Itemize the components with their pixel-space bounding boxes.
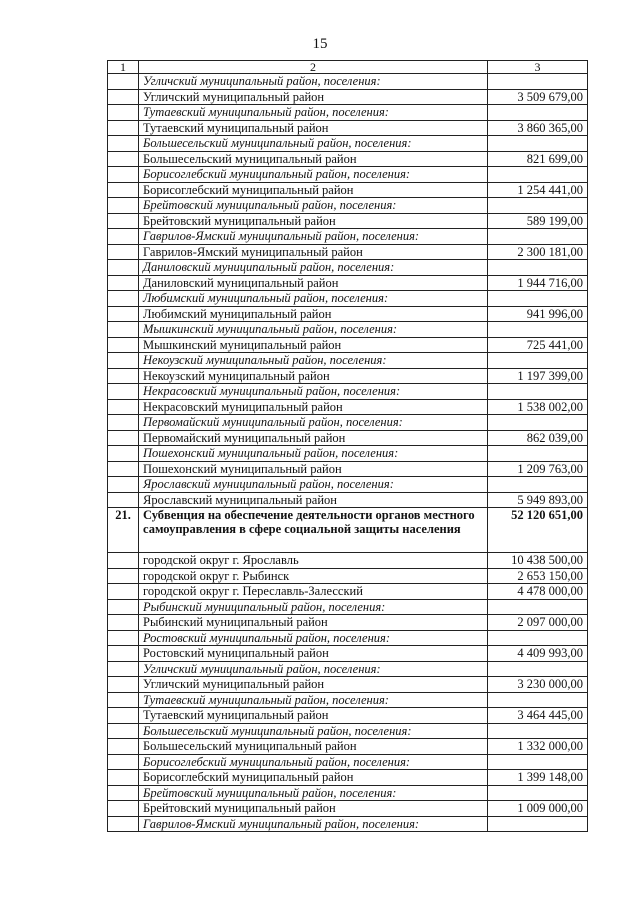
column-header-3: 3 bbox=[488, 61, 588, 74]
row-amount-cell: 52 120 651,00 bbox=[488, 508, 588, 553]
row-amount-cell: 941 996,00 bbox=[488, 306, 588, 322]
row-number-cell bbox=[108, 151, 139, 167]
row-name-cell: Угличский муниципальный район bbox=[139, 89, 488, 105]
column-header-1: 1 bbox=[108, 61, 139, 74]
row-name-cell: Борисоглебский муниципальный район bbox=[139, 770, 488, 786]
row-name-cell: Ростовский муниципальный район, поселения: bbox=[139, 630, 488, 646]
row-number-cell bbox=[108, 477, 139, 493]
group-heading-row bbox=[108, 723, 588, 739]
row-name-cell: Пошехонский муниципальный район, поселения: bbox=[139, 446, 488, 462]
row-number-cell bbox=[108, 368, 139, 384]
row-amount-cell: 1 332 000,00 bbox=[488, 739, 588, 755]
row-name-cell: Рыбинский муниципальный район bbox=[139, 615, 488, 631]
table-row bbox=[108, 461, 588, 477]
row-name-cell: Первомайский муниципальный район, поселения: bbox=[139, 415, 488, 431]
row-amount-cell bbox=[488, 198, 588, 214]
row-number-cell bbox=[108, 770, 139, 786]
row-amount-cell: 3 230 000,00 bbox=[488, 677, 588, 693]
row-number-cell bbox=[108, 430, 139, 446]
row-amount-cell: 1 254 441,00 bbox=[488, 182, 588, 198]
table-row bbox=[108, 337, 588, 353]
row-amount-cell bbox=[488, 384, 588, 400]
row-amount-cell: 2 097 000,00 bbox=[488, 615, 588, 631]
row-amount-cell bbox=[488, 816, 588, 832]
table-row bbox=[108, 213, 588, 229]
row-number-cell bbox=[108, 384, 139, 400]
row-amount-cell bbox=[488, 692, 588, 708]
group-heading-row bbox=[108, 446, 588, 462]
row-amount-cell bbox=[488, 599, 588, 615]
table-row bbox=[108, 182, 588, 198]
row-name-cell: Ярославский муниципальный район, поселения: bbox=[139, 477, 488, 493]
row-amount-cell bbox=[488, 291, 588, 307]
row-amount-cell bbox=[488, 785, 588, 801]
group-heading-row bbox=[108, 692, 588, 708]
row-name-cell: Угличский муниципальный район, поселения: bbox=[139, 661, 488, 677]
section-row bbox=[108, 508, 588, 553]
group-heading-row bbox=[108, 322, 588, 338]
row-name-cell: Рыбинский муниципальный район, поселения: bbox=[139, 599, 488, 615]
row-name-cell: Большесельский муниципальный район bbox=[139, 151, 488, 167]
row-number-cell bbox=[108, 198, 139, 214]
row-number-cell bbox=[108, 816, 139, 832]
row-number-cell bbox=[108, 708, 139, 724]
row-amount-cell: 862 039,00 bbox=[488, 430, 588, 446]
row-amount-cell bbox=[488, 105, 588, 121]
row-name-cell: Некоузский муниципальный район, поселения: bbox=[139, 353, 488, 369]
row-name-cell: Тутаевский муниципальный район, поселения: bbox=[139, 692, 488, 708]
row-amount-cell: 3 509 679,00 bbox=[488, 89, 588, 105]
row-amount-cell bbox=[488, 167, 588, 183]
row-name-cell: Ярославский муниципальный район bbox=[139, 492, 488, 508]
row-amount-cell: 10 438 500,00 bbox=[488, 553, 588, 569]
row-number-cell bbox=[108, 291, 139, 307]
row-number-cell bbox=[108, 399, 139, 415]
row-name-cell: Гаврилов-Ямский муниципальный район, поселения: bbox=[139, 816, 488, 832]
row-number-cell bbox=[108, 630, 139, 646]
group-heading-row bbox=[108, 754, 588, 770]
row-amount-cell bbox=[488, 74, 588, 90]
row-number-cell bbox=[108, 213, 139, 229]
group-heading-row bbox=[108, 229, 588, 245]
row-number-cell bbox=[108, 584, 139, 600]
row-name-cell: Большесельский муниципальный район bbox=[139, 739, 488, 755]
group-heading-row bbox=[108, 353, 588, 369]
row-number-cell bbox=[108, 244, 139, 260]
table-row bbox=[108, 615, 588, 631]
row-name-cell: Борисоглебский муниципальный район, поселения: bbox=[139, 167, 488, 183]
row-amount-cell: 589 199,00 bbox=[488, 213, 588, 229]
row-number-cell bbox=[108, 461, 139, 477]
table-row bbox=[108, 677, 588, 693]
row-number-cell bbox=[108, 553, 139, 569]
group-heading-row bbox=[108, 74, 588, 90]
row-number-cell bbox=[108, 89, 139, 105]
row-amount-cell: 4 409 993,00 bbox=[488, 646, 588, 662]
row-number-cell bbox=[108, 492, 139, 508]
table-row bbox=[108, 151, 588, 167]
row-number-cell bbox=[108, 353, 139, 369]
table-row bbox=[108, 770, 588, 786]
row-amount-cell bbox=[488, 322, 588, 338]
row-name-cell: Любимский муниципальный район bbox=[139, 306, 488, 322]
row-amount-cell bbox=[488, 661, 588, 677]
row-amount-cell bbox=[488, 630, 588, 646]
table-row bbox=[108, 368, 588, 384]
group-heading-row bbox=[108, 630, 588, 646]
row-number-cell bbox=[108, 322, 139, 338]
row-amount-cell bbox=[488, 260, 588, 276]
table-row bbox=[108, 568, 588, 584]
row-number-cell bbox=[108, 136, 139, 152]
row-number-cell bbox=[108, 568, 139, 584]
table-row bbox=[108, 553, 588, 569]
row-number-cell bbox=[108, 801, 139, 817]
row-name-cell: Тутаевский муниципальный район, поселения: bbox=[139, 105, 488, 121]
row-amount-cell: 1 009 000,00 bbox=[488, 801, 588, 817]
row-name-cell: Любимский муниципальный район, поселения: bbox=[139, 291, 488, 307]
row-number-cell bbox=[108, 646, 139, 662]
table-row bbox=[108, 120, 588, 136]
row-number-cell bbox=[108, 661, 139, 677]
row-number-cell bbox=[108, 182, 139, 198]
row-amount-cell: 3 860 365,00 bbox=[488, 120, 588, 136]
row-name-cell: городской округ г. Рыбинск bbox=[139, 568, 488, 584]
group-heading-row bbox=[108, 260, 588, 276]
group-heading-row bbox=[108, 415, 588, 431]
row-amount-cell bbox=[488, 415, 588, 431]
row-name-cell: Брейтовский муниципальный район, поселения: bbox=[139, 785, 488, 801]
row-amount-cell: 725 441,00 bbox=[488, 337, 588, 353]
row-name-cell: Тутаевский муниципальный район bbox=[139, 120, 488, 136]
group-heading-row bbox=[108, 816, 588, 832]
row-number-cell bbox=[108, 599, 139, 615]
row-number-cell bbox=[108, 739, 139, 755]
row-name-cell: Угличский муниципальный район bbox=[139, 677, 488, 693]
row-number-cell: 21. bbox=[108, 508, 139, 553]
table-row bbox=[108, 646, 588, 662]
row-number-cell bbox=[108, 337, 139, 353]
row-amount-cell bbox=[488, 477, 588, 493]
row-name-cell: Некрасовский муниципальный район, поселения: bbox=[139, 384, 488, 400]
group-heading-row bbox=[108, 136, 588, 152]
group-heading-row bbox=[108, 599, 588, 615]
row-number-cell bbox=[108, 692, 139, 708]
table-row bbox=[108, 430, 588, 446]
table-row bbox=[108, 739, 588, 755]
row-amount-cell bbox=[488, 229, 588, 245]
row-amount-cell bbox=[488, 353, 588, 369]
row-name-cell: Ростовский муниципальный район bbox=[139, 646, 488, 662]
row-amount-cell bbox=[488, 136, 588, 152]
row-name-cell: Первомайский муниципальный район bbox=[139, 430, 488, 446]
group-heading-row bbox=[108, 167, 588, 183]
row-amount-cell: 1 399 148,00 bbox=[488, 770, 588, 786]
row-amount-cell: 1 209 763,00 bbox=[488, 461, 588, 477]
table-row bbox=[108, 399, 588, 415]
row-name-cell: Даниловский муниципальный район, поселения: bbox=[139, 260, 488, 276]
row-amount-cell: 1 944 716,00 bbox=[488, 275, 588, 291]
table-row bbox=[108, 584, 588, 600]
row-name-cell: Большесельский муниципальный район, поселения: bbox=[139, 723, 488, 739]
table-row bbox=[108, 306, 588, 322]
row-amount-cell: 1 538 002,00 bbox=[488, 399, 588, 415]
row-number-cell bbox=[108, 446, 139, 462]
row-number-cell bbox=[108, 275, 139, 291]
row-number-cell bbox=[108, 229, 139, 245]
row-name-cell: Мышкинский муниципальный район, поселения: bbox=[139, 322, 488, 338]
row-amount-cell: 4 478 000,00 bbox=[488, 584, 588, 600]
page-number: 15 bbox=[312, 36, 328, 52]
group-heading-row bbox=[108, 384, 588, 400]
row-name-cell: Большесельский муниципальный район, поселения: bbox=[139, 136, 488, 152]
group-heading-row bbox=[108, 785, 588, 801]
row-name-cell: Брейтовский муниципальный район, поселения: bbox=[139, 198, 488, 214]
row-name-cell: Гаврилов-Ямский муниципальный район bbox=[139, 244, 488, 260]
row-name-cell: Гаврилов-Ямский муниципальный район, поселения: bbox=[139, 229, 488, 245]
row-name-cell: Борисоглебский муниципальный район bbox=[139, 182, 488, 198]
group-heading-row bbox=[108, 105, 588, 121]
row-name-cell: городской округ г. Ярославль bbox=[139, 553, 488, 569]
row-amount-cell: 2 653 150,00 bbox=[488, 568, 588, 584]
group-heading-row bbox=[108, 477, 588, 493]
row-number-cell bbox=[108, 120, 139, 136]
row-number-cell bbox=[108, 260, 139, 276]
row-amount-cell bbox=[488, 446, 588, 462]
row-number-cell bbox=[108, 615, 139, 631]
table-row bbox=[108, 492, 588, 508]
row-number-cell bbox=[108, 105, 139, 121]
table-row bbox=[108, 275, 588, 291]
group-heading-row bbox=[108, 198, 588, 214]
row-name-cell: Субвенция на обеспечение деятельности органов местного самоуправления в сфере социальной защиты населения bbox=[139, 508, 488, 553]
row-name-cell: Брейтовский муниципальный район bbox=[139, 801, 488, 817]
row-number-cell bbox=[108, 754, 139, 770]
row-number-cell bbox=[108, 723, 139, 739]
table-row bbox=[108, 244, 588, 260]
row-name-cell: Мышкинский муниципальный район bbox=[139, 337, 488, 353]
row-number-cell bbox=[108, 74, 139, 90]
row-name-cell: Брейтовский муниципальный район bbox=[139, 213, 488, 229]
row-number-cell bbox=[108, 677, 139, 693]
row-name-cell: Пошехонский муниципальный район bbox=[139, 461, 488, 477]
row-amount-cell: 5 949 893,00 bbox=[488, 492, 588, 508]
row-amount-cell bbox=[488, 754, 588, 770]
table-row bbox=[108, 801, 588, 817]
subsidy-table bbox=[107, 60, 588, 832]
row-name-cell: Борисоглебский муниципальный район, поселения: bbox=[139, 754, 488, 770]
column-header-2: 2 bbox=[139, 61, 488, 74]
row-name-cell: Некоузский муниципальный район bbox=[139, 368, 488, 384]
row-number-cell bbox=[108, 306, 139, 322]
table-header-row bbox=[108, 61, 588, 74]
row-number-cell bbox=[108, 415, 139, 431]
row-name-cell: Тутаевский муниципальный район bbox=[139, 708, 488, 724]
row-amount-cell: 2 300 181,00 bbox=[488, 244, 588, 260]
group-heading-row bbox=[108, 291, 588, 307]
group-heading-row bbox=[108, 661, 588, 677]
table-row bbox=[108, 89, 588, 105]
row-number-cell bbox=[108, 785, 139, 801]
table-row bbox=[108, 708, 588, 724]
row-amount-cell: 821 699,00 bbox=[488, 151, 588, 167]
row-name-cell: Даниловский муниципальный район bbox=[139, 275, 488, 291]
row-amount-cell bbox=[488, 723, 588, 739]
row-name-cell: Угличский муниципальный район, поселения: bbox=[139, 74, 488, 90]
row-name-cell: Некрасовский муниципальный район bbox=[139, 399, 488, 415]
row-amount-cell: 3 464 445,00 bbox=[488, 708, 588, 724]
row-name-cell: городской округ г. Переславль-Залесский bbox=[139, 584, 488, 600]
row-number-cell bbox=[108, 167, 139, 183]
row-amount-cell: 1 197 399,00 bbox=[488, 368, 588, 384]
